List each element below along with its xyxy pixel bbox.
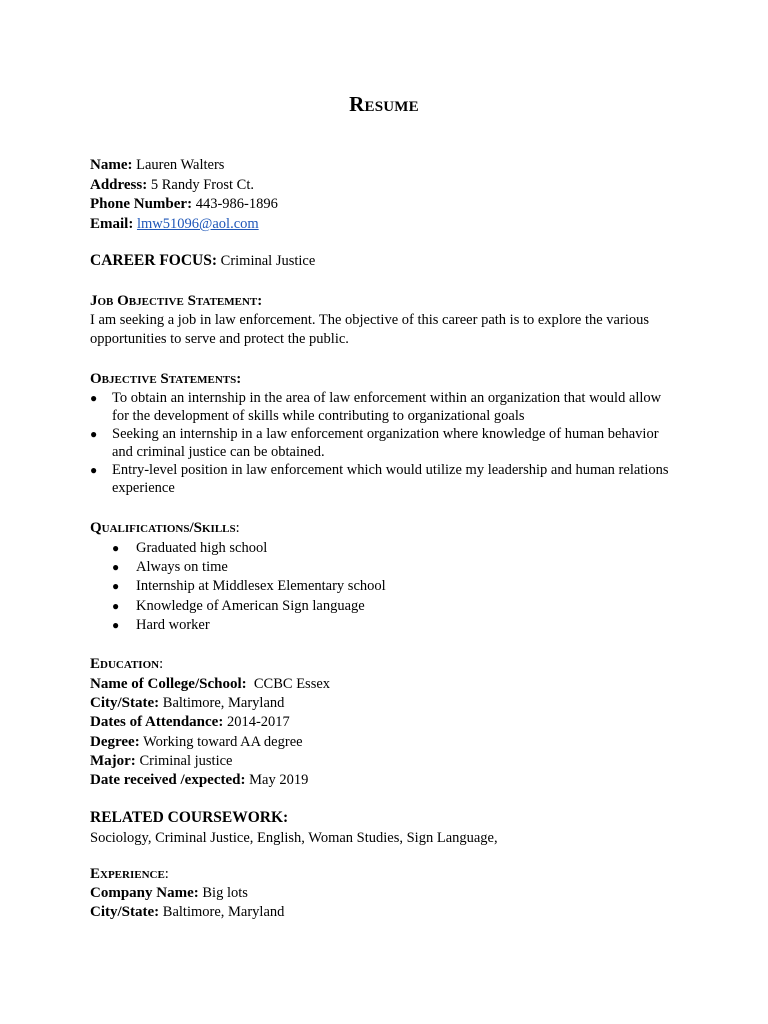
job-objective-heading — [90, 292, 262, 310]
dates-label: Dates of Attendance: — [90, 714, 224, 730]
degree-label: Degree: — [90, 734, 140, 750]
major-label: Major: — [90, 753, 136, 769]
bullet-icon: ● — [112, 579, 120, 594]
education-colon: : — [159, 656, 164, 672]
name-label: Name: — [90, 157, 133, 173]
bullet-icon: ● — [90, 391, 98, 405]
company-line — [90, 884, 248, 902]
dates-line — [90, 713, 290, 731]
job-objective-text: I am seeking a job in law enforcement. The objective of this career path is to explore the various opportunities to serve and protect the public. — [90, 312, 649, 347]
degree-value: Working toward AA degree — [143, 734, 303, 750]
bullet-icon: ● — [112, 617, 120, 632]
list-item — [90, 389, 670, 425]
document-title: Resume — [349, 92, 419, 116]
major-value: Criminal justice — [139, 753, 233, 769]
qualifications-heading — [90, 519, 240, 537]
phone-line — [90, 195, 278, 213]
company-label: Company Name: — [90, 885, 199, 901]
address-line — [90, 176, 254, 194]
list-item — [112, 577, 512, 596]
bullet-icon: ● — [90, 463, 98, 477]
name-value: Lauren Walters — [136, 157, 225, 173]
college-value: CCBC Essex — [253, 676, 331, 692]
list-item — [112, 597, 512, 616]
experience-heading — [90, 865, 169, 883]
list-item — [112, 558, 512, 577]
company-value: Big lots — [202, 885, 248, 901]
name-line — [90, 156, 224, 174]
objective-item-text: Entry-level position in law enforcement which would utilize my leadership and human relations experience — [112, 462, 669, 496]
coursework-heading — [90, 809, 288, 827]
college-line — [90, 675, 330, 693]
bullet-icon: ● — [112, 560, 120, 575]
bullet-icon: ● — [112, 598, 120, 613]
list-item — [90, 461, 670, 497]
email-label: Email: — [90, 216, 134, 232]
career-focus-line — [90, 252, 315, 270]
address-label: Address: — [90, 177, 148, 193]
objective-item-text: To obtain an internship in the area of law enforcement within an organization that would allow for the development of skills while contributing to organizational goals — [112, 390, 662, 424]
skill-text: Internship at Middlesex Elementary school — [136, 578, 386, 595]
skill-text: Hard worker — [136, 616, 210, 633]
bullet-icon: ● — [112, 541, 120, 555]
date-received-line — [90, 771, 308, 789]
list-item — [112, 539, 512, 558]
qualifications-heading-text: Qualifications/Skills — [90, 520, 236, 536]
education-city-label: City/State: — [90, 695, 160, 711]
skill-text: Always on time — [136, 559, 228, 576]
job-objective-heading-text: Job Objective Statement: — [90, 293, 263, 309]
objective-item-text: Seeking an internship in a law enforcement organization where knowledge of human behavior and criminal justice can be obtained. — [112, 426, 659, 460]
objective-statements-heading-text: Objective Statements: — [90, 371, 242, 387]
phone-label: Phone Number: — [90, 196, 193, 212]
experience-city-value: Baltimore, Maryland — [162, 904, 285, 920]
experience-colon: : — [164, 866, 169, 882]
list-item — [112, 616, 512, 635]
qualifications-colon: : — [235, 520, 240, 536]
major-line — [90, 752, 232, 770]
email-link[interactable]: lmw51096@aol.com — [136, 216, 259, 232]
skill-text: Graduated high school — [136, 540, 268, 556]
education-city-value: Baltimore, Maryland — [162, 695, 285, 711]
objective-statements-heading — [90, 370, 241, 388]
phone-value: 443-986-1896 — [195, 196, 278, 212]
dates-value: 2014-2017 — [226, 714, 290, 730]
education-city-line — [90, 694, 284, 712]
coursework-heading-text: RELATED COURSEWORK: — [90, 809, 289, 826]
education-heading — [90, 655, 163, 673]
coursework-text: Sociology, Criminal Justice, English, Woman Studies, Sign Language, — [90, 830, 498, 846]
career-focus-value: Criminal Justice — [220, 253, 316, 269]
qualifications-list — [112, 539, 512, 635]
list-item — [90, 425, 670, 461]
email-line — [90, 215, 259, 233]
experience-city-line — [90, 903, 284, 921]
experience-city-label: City/State: — [90, 904, 160, 920]
college-label: Name of College/School: — [90, 676, 247, 692]
skill-text: Knowledge of American Sign language — [136, 597, 365, 614]
date-received-value: May 2019 — [249, 772, 309, 788]
education-heading-text: Education — [90, 656, 160, 672]
objective-statements-list — [90, 389, 670, 497]
date-received-label: Date received /expected: — [90, 772, 246, 788]
experience-heading-text: Experience — [90, 866, 165, 882]
bullet-icon: ● — [90, 427, 98, 441]
address-value: 5 Randy Frost Ct. — [150, 177, 254, 193]
career-focus-label: CAREER FOCUS: — [90, 252, 218, 269]
degree-line — [90, 733, 303, 751]
